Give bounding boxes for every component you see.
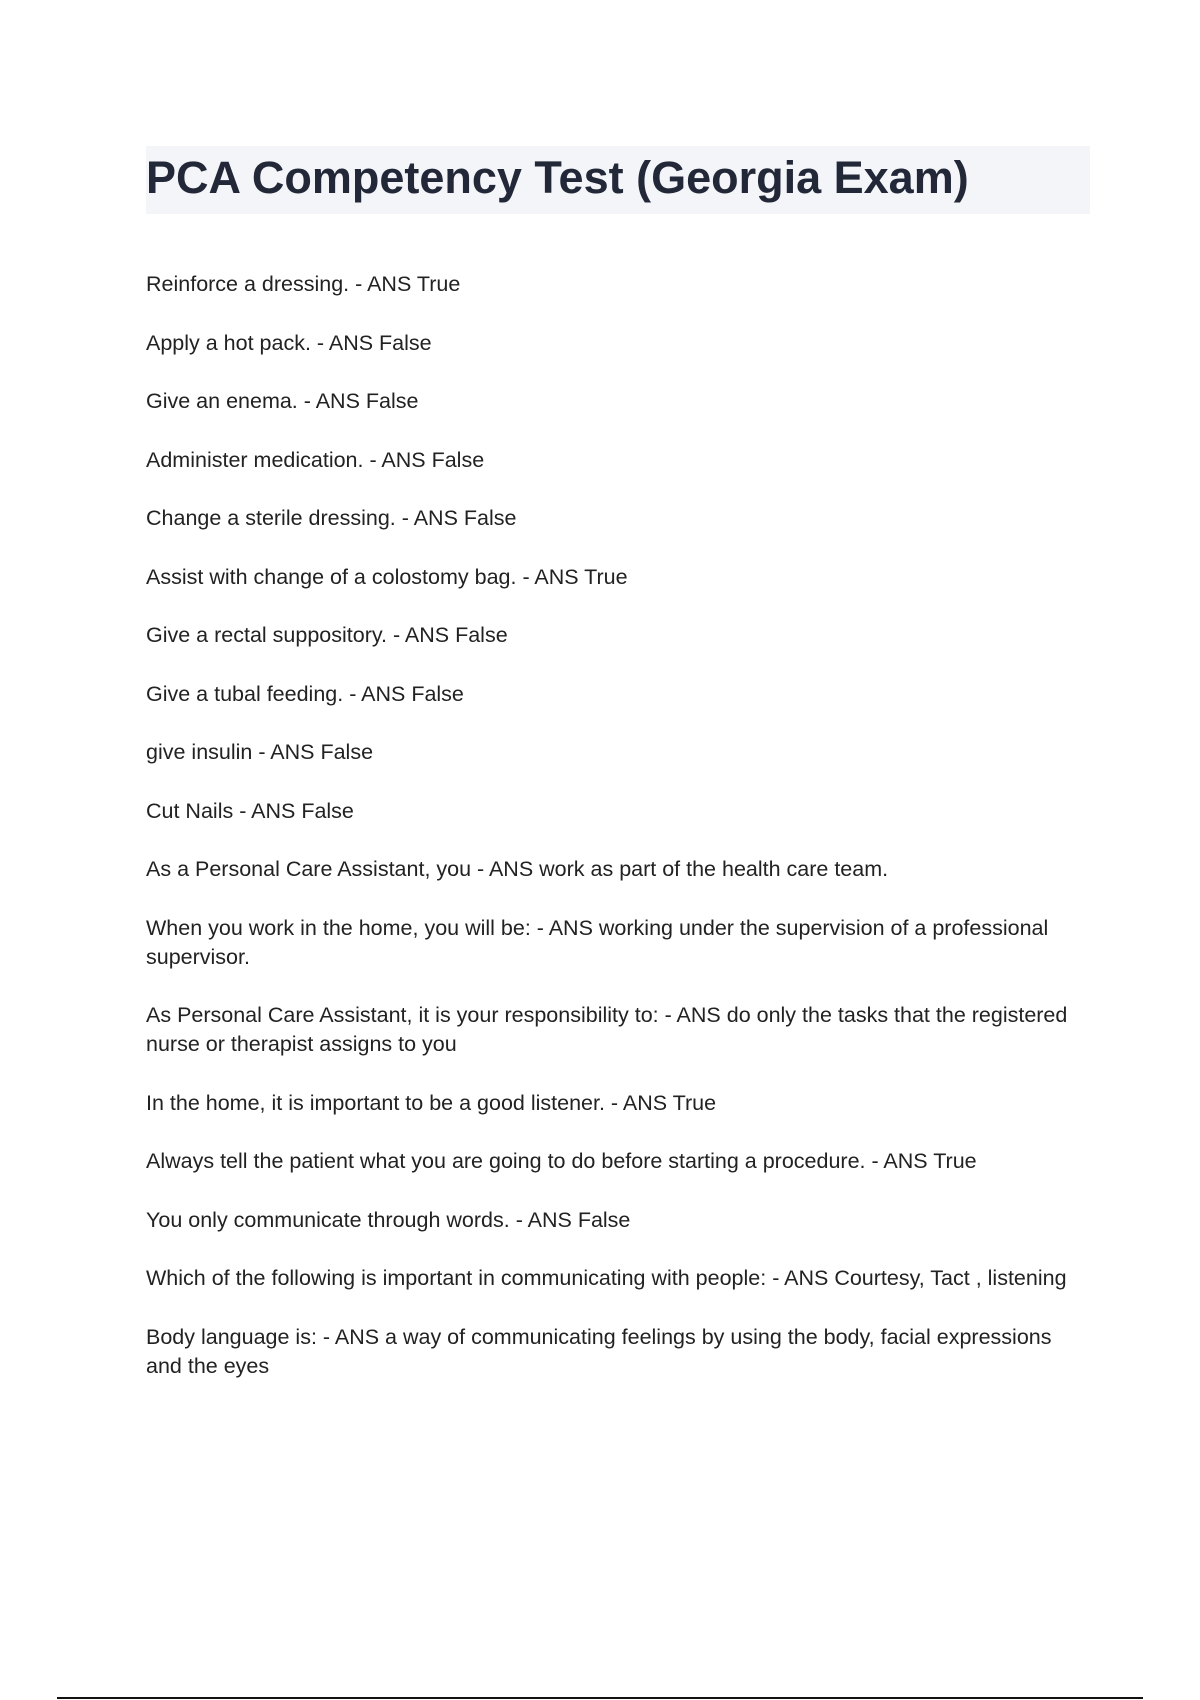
- title-banner: [146, 146, 1090, 214]
- qa-item: As Personal Care Assistant, it is your responsibility to: - ANS do only the tasks that the registered nurse or therapist assigns to you: [146, 1003, 1068, 1056]
- qa-item: Administer medication. - ANS False: [146, 447, 485, 472]
- qa-item: You only communicate through words. - ANS False: [146, 1207, 631, 1232]
- page-title: PCA Competency Test (Georgia Exam): [146, 152, 969, 203]
- qa-item: Which of the following is important in communicating with people: - ANS Courtesy, Tact , listening: [146, 1266, 1067, 1290]
- qa-item: In the home, it is important to be a good listener. - ANS True: [146, 1090, 717, 1115]
- qa-item: As a Personal Care Assistant, you - ANS work as part of the health care team.: [146, 857, 889, 881]
- qa-item: Give an enema. - ANS False: [146, 389, 419, 413]
- qa-item: Assist with change of a colostomy bag. - ANS True: [146, 564, 628, 589]
- qa-item: Change a sterile dressing. - ANS False: [146, 506, 517, 530]
- footer-divider: [57, 1697, 1143, 1699]
- qa-item: Reinforce a dressing. - ANS True: [146, 272, 461, 296]
- qa-item: Cut Nails - ANS False: [146, 798, 354, 823]
- qa-item: When you work in the home, you will be: - ANS working under the supervision of a professional supervisor.: [146, 915, 1049, 969]
- qa-item: Always tell the patient what you are going to do before starting a procedure. - ANS True: [146, 1149, 977, 1173]
- qa-item: Apply a hot pack. - ANS False: [146, 330, 432, 355]
- qa-list: [146, 270, 1090, 1410]
- qa-item: Body language is: - ANS a way of communicating feelings by using the body, facial expressions and the eyes: [146, 1324, 1052, 1378]
- qa-item: give insulin - ANS False: [146, 740, 374, 764]
- qa-item: Give a tubal feeding. - ANS False: [146, 681, 464, 706]
- qa-item: Give a rectal suppository. - ANS False: [146, 623, 508, 647]
